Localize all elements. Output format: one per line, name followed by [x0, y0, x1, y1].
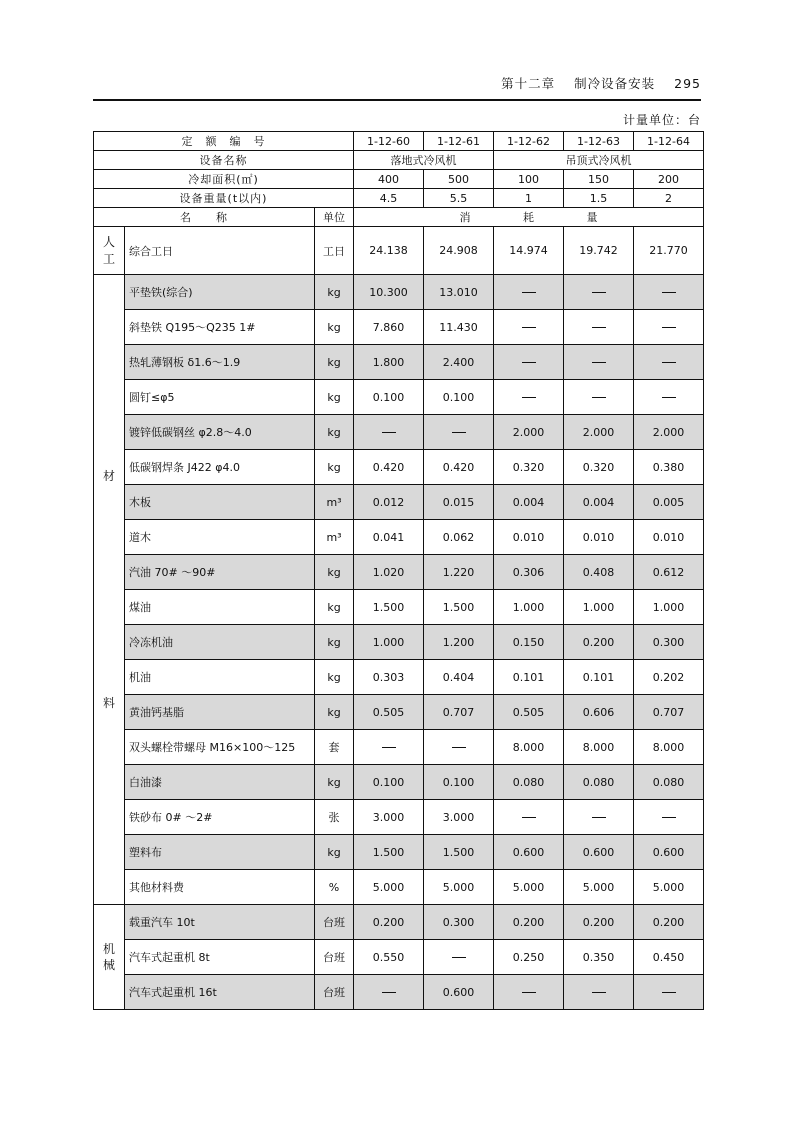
item-value: 14.974 [494, 227, 564, 275]
item-name: 汽车式起重机 16t [125, 975, 315, 1010]
item-value: 0.550 [354, 940, 424, 975]
dash-mark [662, 362, 676, 364]
item-unit: kg [315, 415, 354, 450]
item-value [494, 380, 564, 415]
item-value: 0.062 [424, 520, 494, 555]
labor-group-label [94, 227, 125, 275]
item-value: 0.600 [494, 835, 564, 870]
item-value: 5.000 [564, 870, 634, 905]
item-value: 1.000 [494, 590, 564, 625]
cooling-area-value: 400 [354, 170, 424, 189]
item-value: 0.450 [634, 940, 704, 975]
item-value: 0.250 [494, 940, 564, 975]
item-value [564, 800, 634, 835]
equipment-name-row [94, 151, 704, 170]
item-name: 汽油 70# ～90# [125, 555, 315, 590]
item-value: 0.420 [424, 450, 494, 485]
item-name: 其他材料费 [125, 870, 315, 905]
item-value: 1.200 [424, 625, 494, 660]
item-unit: kg [315, 660, 354, 695]
item-name: 道木 [125, 520, 315, 555]
item-unit: m³ [315, 520, 354, 555]
item-value: 0.080 [634, 765, 704, 800]
item-value: 1.500 [424, 835, 494, 870]
item-value: 0.380 [634, 450, 704, 485]
item-value [634, 310, 704, 345]
equipment-weight-value: 1.5 [564, 189, 634, 208]
table-row [94, 345, 704, 380]
item-value: 0.101 [494, 660, 564, 695]
item-value: 0.200 [494, 905, 564, 940]
item-name: 黄油钙基脂 [125, 695, 315, 730]
cooling-area-value: 100 [494, 170, 564, 189]
equipment-floor-type: 落地式冷风机 [354, 151, 494, 170]
item-value: 0.408 [564, 555, 634, 590]
cooling-area-value: 200 [634, 170, 704, 189]
item-value: 0.612 [634, 555, 704, 590]
group-char: 工 [102, 251, 115, 266]
quota-code: 1-12-61 [424, 132, 494, 151]
item-value [634, 975, 704, 1010]
table-row [94, 730, 704, 765]
item-unit: kg [315, 765, 354, 800]
item-name: 热轧薄钢板 δ1.6～1.9 [125, 345, 315, 380]
item-value: 19.742 [564, 227, 634, 275]
dash-mark [662, 992, 676, 994]
item-value: 0.041 [354, 520, 424, 555]
dash-mark [382, 432, 396, 434]
item-value [564, 380, 634, 415]
table-row [94, 485, 704, 520]
column-header-row [94, 208, 704, 227]
equipment-name-label: 设备名称 [94, 151, 354, 170]
item-value: 0.100 [424, 380, 494, 415]
item-value: 0.015 [424, 485, 494, 520]
item-value: 2.400 [424, 345, 494, 380]
item-unit: kg [315, 555, 354, 590]
item-value: 1.500 [354, 590, 424, 625]
equipment-weight-value: 1 [494, 189, 564, 208]
item-value: 1.500 [354, 835, 424, 870]
consumption-header [354, 208, 704, 227]
item-value: 0.300 [634, 625, 704, 660]
consumption-char: 耗 [523, 211, 535, 224]
item-name: 镀锌低碳钢丝 φ2.8～4.0 [125, 415, 315, 450]
item-value: 3.000 [424, 800, 494, 835]
group-char: 机 [102, 941, 115, 956]
table-row [94, 625, 704, 660]
item-value: 2.000 [494, 415, 564, 450]
item-value: 11.430 [424, 310, 494, 345]
item-value: 0.200 [564, 905, 634, 940]
dash-mark [662, 817, 676, 819]
item-value: 0.010 [494, 520, 564, 555]
dash-mark [522, 397, 536, 399]
dash-mark [592, 397, 606, 399]
dash-mark [592, 292, 606, 294]
item-value [424, 940, 494, 975]
item-value [634, 275, 704, 310]
item-value: 1.000 [354, 625, 424, 660]
item-value: 1.220 [424, 555, 494, 590]
item-name: 塑料布 [125, 835, 315, 870]
item-value [354, 415, 424, 450]
item-value: 0.200 [564, 625, 634, 660]
item-name: 低碳钢焊条 J422 φ4.0 [125, 450, 315, 485]
item-unit: kg [315, 450, 354, 485]
item-unit: 工日 [315, 227, 354, 275]
item-value: 0.606 [564, 695, 634, 730]
cooling-area-row [94, 170, 704, 189]
dash-mark [592, 992, 606, 994]
item-value: 8.000 [564, 730, 634, 765]
item-value: 0.004 [494, 485, 564, 520]
name-column-header: 名 称 [94, 208, 315, 227]
item-name: 综合工日 [125, 227, 315, 275]
table-row [94, 520, 704, 555]
item-name: 平垫铁(综合) [125, 275, 315, 310]
equipment-ceiling-type: 吊顶式冷风机 [494, 151, 704, 170]
item-value [494, 975, 564, 1010]
item-value: 0.080 [494, 765, 564, 800]
item-unit: 台班 [315, 905, 354, 940]
item-unit: m³ [315, 485, 354, 520]
dash-mark [452, 432, 466, 434]
table-row [94, 590, 704, 625]
table-row [94, 380, 704, 415]
group-char: 人 [102, 235, 115, 250]
item-value: 24.908 [424, 227, 494, 275]
item-value: 0.012 [354, 485, 424, 520]
chapter-number: 第十二章 [501, 76, 556, 91]
item-value: 0.707 [424, 695, 494, 730]
item-value: 0.100 [424, 765, 494, 800]
item-value [494, 345, 564, 380]
dash-mark [592, 362, 606, 364]
item-value [564, 310, 634, 345]
quota-code: 1-12-62 [494, 132, 564, 151]
item-unit: kg [315, 695, 354, 730]
item-value [564, 975, 634, 1010]
item-unit: kg [315, 310, 354, 345]
item-value: 0.600 [564, 835, 634, 870]
item-value [424, 730, 494, 765]
table-row [94, 227, 704, 275]
item-name: 木板 [125, 485, 315, 520]
dash-mark [452, 957, 466, 959]
item-value: 0.320 [564, 450, 634, 485]
equipment-weight-value: 4.5 [354, 189, 424, 208]
item-value: 21.770 [634, 227, 704, 275]
item-value: 0.150 [494, 625, 564, 660]
item-value: 0.200 [354, 905, 424, 940]
item-unit: 套 [315, 730, 354, 765]
table-row [94, 310, 704, 345]
item-unit: kg [315, 275, 354, 310]
item-value: 0.505 [354, 695, 424, 730]
item-value: 0.600 [634, 835, 704, 870]
item-value: 7.860 [354, 310, 424, 345]
equipment-weight-row [94, 189, 704, 208]
item-value: 5.000 [634, 870, 704, 905]
item-value: 0.320 [494, 450, 564, 485]
dash-mark [382, 992, 396, 994]
item-value: 1.000 [564, 590, 634, 625]
page-header [487, 74, 701, 92]
quota-code: 1-12-64 [634, 132, 704, 151]
item-name: 双头螺栓带螺母 M16×100～125 [125, 730, 315, 765]
item-value: 1.000 [634, 590, 704, 625]
dash-mark [662, 327, 676, 329]
dash-mark [452, 747, 466, 749]
item-unit: 台班 [315, 975, 354, 1010]
group-char: 械 [102, 958, 115, 972]
item-value: 5.000 [354, 870, 424, 905]
item-value: 0.600 [424, 975, 494, 1010]
quota-table [93, 131, 704, 1010]
item-name: 斜垫铁 Q195～Q235 1# [125, 310, 315, 345]
dash-mark [522, 362, 536, 364]
item-name: 煤油 [125, 590, 315, 625]
item-value [564, 275, 634, 310]
dash-mark [592, 817, 606, 819]
item-value: 1.020 [354, 555, 424, 590]
item-value: 2.000 [564, 415, 634, 450]
item-value: 0.100 [354, 380, 424, 415]
dash-mark [522, 992, 536, 994]
table-row [94, 415, 704, 450]
item-value: 5.000 [494, 870, 564, 905]
material-group-label [94, 275, 125, 905]
table-row [94, 765, 704, 800]
cooling-area-value: 500 [424, 170, 494, 189]
table-row [94, 940, 704, 975]
item-value [494, 275, 564, 310]
table-row [94, 695, 704, 730]
item-unit: kg [315, 590, 354, 625]
item-name: 汽车式起重机 8t [125, 940, 315, 975]
dash-mark [522, 327, 536, 329]
header-rule [93, 99, 701, 101]
equipment-weight-value: 5.5 [424, 189, 494, 208]
chapter-title: 制冷设备安装 [574, 76, 656, 91]
dash-mark [382, 747, 396, 749]
item-value [354, 975, 424, 1010]
item-value [494, 800, 564, 835]
table-row [94, 555, 704, 590]
item-value: 0.300 [424, 905, 494, 940]
item-value: 8.000 [634, 730, 704, 765]
table-row [94, 835, 704, 870]
item-value: 0.505 [494, 695, 564, 730]
item-value: 1.500 [424, 590, 494, 625]
item-name: 铁砂布 0# ～2# [125, 800, 315, 835]
item-unit: 张 [315, 800, 354, 835]
table-row [94, 905, 704, 940]
quota-number-label: 定 额 编 号 [94, 132, 354, 151]
item-value: 8.000 [494, 730, 564, 765]
item-value: 0.080 [564, 765, 634, 800]
item-value: 24.138 [354, 227, 424, 275]
table-row [94, 800, 704, 835]
item-value: 0.010 [634, 520, 704, 555]
item-value: 10.300 [354, 275, 424, 310]
item-value: 13.010 [424, 275, 494, 310]
dash-mark [522, 817, 536, 819]
item-value: 0.350 [564, 940, 634, 975]
item-unit: % [315, 870, 354, 905]
table-row [94, 275, 704, 310]
group-char: 材 [102, 469, 115, 484]
item-value: 3.000 [354, 800, 424, 835]
dash-mark [592, 327, 606, 329]
unit-column-header: 单位 [315, 208, 354, 227]
item-value: 0.306 [494, 555, 564, 590]
item-value: 0.202 [634, 660, 704, 695]
item-value: 0.005 [634, 485, 704, 520]
item-value [354, 730, 424, 765]
item-value: 0.010 [564, 520, 634, 555]
equipment-weight-label: 设备重量(t以内) [94, 189, 354, 208]
item-value: 0.303 [354, 660, 424, 695]
item-name: 冷冻机油 [125, 625, 315, 660]
item-value [634, 380, 704, 415]
item-value: 0.100 [354, 765, 424, 800]
item-unit: kg [315, 380, 354, 415]
dash-mark [662, 397, 676, 399]
item-value: 1.800 [354, 345, 424, 380]
item-value [634, 800, 704, 835]
item-unit: 台班 [315, 940, 354, 975]
quota-code: 1-12-60 [354, 132, 424, 151]
item-unit: kg [315, 345, 354, 380]
item-unit: kg [315, 625, 354, 660]
quota-code: 1-12-63 [564, 132, 634, 151]
table-row [94, 660, 704, 695]
item-value: 0.004 [564, 485, 634, 520]
item-value: 0.707 [634, 695, 704, 730]
item-value [564, 345, 634, 380]
consumption-char: 量 [586, 211, 598, 224]
item-value: 0.404 [424, 660, 494, 695]
group-char: 料 [102, 695, 115, 710]
item-value [634, 345, 704, 380]
consumption-char: 消 [459, 211, 471, 224]
quota-number-row [94, 132, 704, 151]
item-value: 5.000 [424, 870, 494, 905]
item-unit: kg [315, 835, 354, 870]
equipment-weight-value: 2 [634, 189, 704, 208]
measurement-unit: 计量单位：台 [622, 113, 701, 127]
item-value: 2.000 [634, 415, 704, 450]
item-name: 机油 [125, 660, 315, 695]
page-number: 295 [674, 76, 701, 91]
item-value [424, 415, 494, 450]
item-value: 0.200 [634, 905, 704, 940]
dash-mark [662, 292, 676, 294]
item-value [494, 310, 564, 345]
cooling-area-value: 150 [564, 170, 634, 189]
dash-mark [522, 292, 536, 294]
item-value: 0.101 [564, 660, 634, 695]
table-row [94, 450, 704, 485]
item-value: 0.420 [354, 450, 424, 485]
item-name: 圆钉≤φ5 [125, 380, 315, 415]
machine-group-label [94, 905, 125, 1010]
item-name: 白油漆 [125, 765, 315, 800]
table-row [94, 975, 704, 1010]
cooling-area-label: 冷却面积(㎡) [94, 170, 354, 189]
item-name: 载重汽车 10t [125, 905, 315, 940]
table-row [94, 870, 704, 905]
